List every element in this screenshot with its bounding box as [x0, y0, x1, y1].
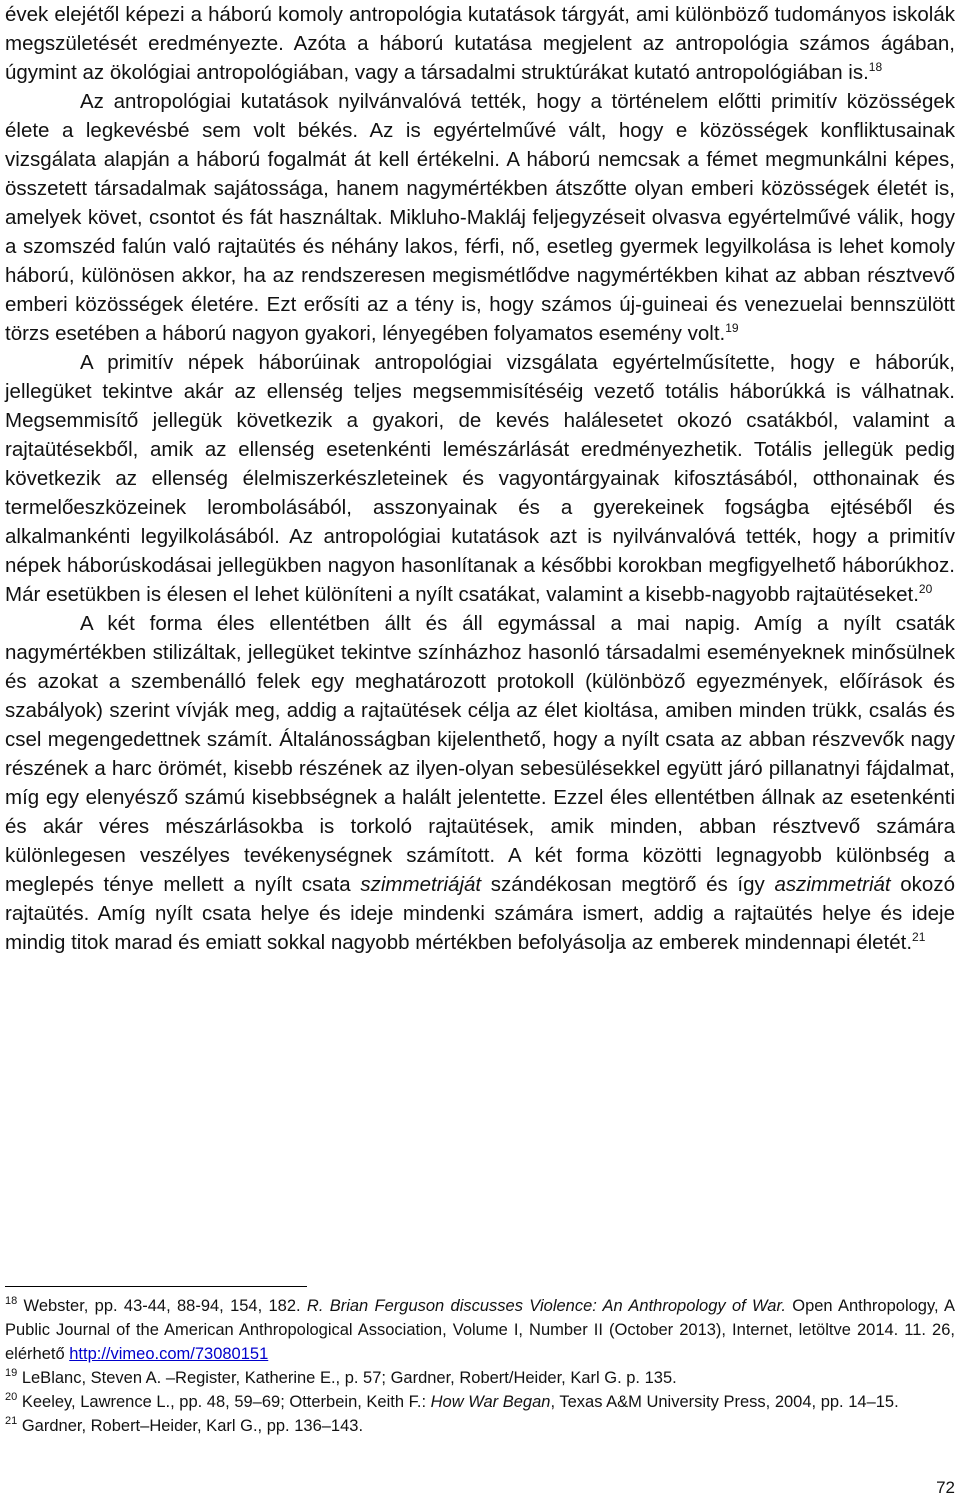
footnote-italic-title: R. Brian Ferguson discusses Violence: An Anthropology of War. [306, 1297, 786, 1315]
footnote-ref-21[interactable]: 21 [912, 930, 926, 944]
page-number: 72 [936, 1478, 955, 1497]
footnote-19 [5, 1366, 955, 1390]
footnote-text: Open Anthropology, A Public Journal of the American Anthropological Association, Volume I, Number II (October 2013), Internet, letöltve 2014. 11. 26, elérhető [5, 1297, 955, 1363]
paragraph-text: A primitív népek háborúinak antropológiai vizsgálata egyértelműsítette, hogy e háborúk, jellegüket tekintve akár az ellenség teljes megsemmisítéséig vezető totális háborúkká is válhatnak. Megsemmisítő jellegük következik a gyakori, de kevés halálesetet okozó csatákból, valamint a rajtaütésekből, amik az ellenség esetenkénti lemészárlását eredményezhetik. Totális jellegük pedig következik az ellenség élelmiszerkészleteinek és vagyontárgyainak kifosztásából, otthonainak és termelőeszközeinek lerombolásából, asszonyainak és a gyerekeinek fogságba ejtéséből és alkalmankénti legyilkolásából. Az antropológiai kutatások azt is nyilvánvalóvá tették, hogy a primitív népek háborúskodásai jellegükben nagyon hasonlítanak a későbbi korokban megfigyelhető háborúkhoz. Már esetükben is élesen el lehet különíteni a nyílt csatákat, valamint a kisebb-nagyobb rajtaütéseket. [5, 351, 955, 606]
footnote-number: 21 [5, 1415, 18, 1427]
footnote-italic-title: How War Began [430, 1393, 551, 1411]
paragraph-2 [5, 87, 955, 348]
paragraph-3 [5, 348, 955, 609]
footnote-number: 19 [5, 1367, 18, 1379]
footnote-number: 18 [5, 1295, 18, 1307]
footnote-number: 20 [5, 1391, 18, 1403]
footnote-ref-20[interactable]: 20 [918, 582, 933, 596]
emphasis-asymmetry: aszimmetriát [774, 873, 891, 896]
vimeo-link[interactable]: http://vimeo.com/73080151 [69, 1345, 269, 1363]
footnotes [5, 1294, 955, 1438]
footnote-ref-19[interactable]: 19 [725, 321, 739, 335]
footnote-text: LeBlanc, Steven A. –Register, Katherine E., p. 57; Gardner, Robert/Heider, Karl G. p. 135. [17, 1369, 677, 1387]
emphasis-symmetry: szimmetriáját [360, 873, 482, 896]
paragraph-1 [5, 0, 955, 87]
paragraph-4 [5, 609, 955, 957]
footnote-18 [5, 1294, 955, 1366]
footnote-21 [5, 1414, 955, 1438]
footnote-text: Keeley, Lawrence L., pp. 48, 59–69; Otterbein, Keith F.: [17, 1393, 431, 1411]
paragraph-text: évek elejétől képezi a háború komoly antropológia kutatások tárgyát, ami különböző tudományos iskolák megszületését eredményezte. Azóta a háború kutatása megjelent az antropológia számos ágában, úgymint az ökológiai antropológiában, vagy a társadalmi struktúrákat kutató antropológiában is. [5, 3, 955, 84]
body-text [5, 0, 955, 957]
footnote-text: Gardner, Robert–Heider, Karl G., pp. 136–143. [17, 1417, 364, 1435]
footnote-20 [5, 1390, 955, 1414]
paragraph-text: A két forma éles ellentétben állt és áll egymással a mai napig. Amíg a nyílt csaták nagymértékben stilizáltak, jellegüket tekintve színházhoz hasonló társadalmi eseményeknek minősülnek és azokat a szembenálló felek egy meghatározott protokoll (különböző egyezmények, előírások és szabályok) szerint vívják meg, addig a rajtaütések célja az élet kioltása, amiben minden trükk, csalás és csel megengedettnek számít. Általánosságban kijelenthető, hogy a nyílt csata az abban részvevők nagy részének a harc örömét, kisebb részének az ilyen-olyan sebesülésekkel együtt járó pillanatnyi fájdalmat, míg egy elenyésző számú kisebbségnek a halált jelentette. Ezzel éles ellentétben állnak az esetenkénti és akár véres mészárlásokba is torkoló rajtaütések, amik minden, abban résztvevő számára különlegesen veszélyes tevékenységnek számított. A két forma közötti legnagyobb különbség a meglepés ténye mellett a nyílt csata [5, 612, 955, 896]
footnote-text: Webster, pp. 43-44, 88-94, 154, 182. [17, 1297, 307, 1315]
footnote-ref-18[interactable]: 18 [868, 60, 883, 74]
paragraph-text: Az antropológiai kutatások nyilvánvalóvá tették, hogy a történelem előtti primitív közösségek élete a legkevésbé sem volt békés. Az is egyértelművé vált, hogy e közösségek konfliktusainak vizsgálata alapján a háború fogalmát át kell értékelni. A háború nemcsak a fémet megmunkálni képes, összetett társadalmak sajátossága, hanem nagymértékben átszőtte olyan emberi közösségek életét is, amelyek követ, csontot és fát használtak. Mikluho-Makláj feljegyzéseit olvasva egyértelművé válik, hogy a szomszéd falún való rajtaütés és néhány lakos, férfi, nő, esetleg gyermek legyilkolása is lehet komoly háború, különösen akkor, ha az rendszeresen megismétlődve nagymértékben kihat az abban résztvevő emberi közösségek életére. Ezt erősíti az a tény is, hogy számos új-guineai és venezuelai bennszülött törzs esetében a háború nagyon gyakori, lényegében folyamatos esemény volt. [5, 90, 955, 345]
paragraph-text: szándékosan megtörő és így [481, 873, 775, 896]
footnote-separator [5, 1286, 307, 1287]
paragraph-text: okozó rajtaütés. Amíg nyílt csata helye és ideje mindenki számára ismert, addig a rajtaütés helye és ideje mindig titok marad és emiatt sokkal nagyobb mértékben befolyásolja az emberek mindennapi életét. [5, 873, 955, 954]
footnote-text: , Texas A&M University Press, 2004, pp. 14–15. [550, 1393, 899, 1411]
